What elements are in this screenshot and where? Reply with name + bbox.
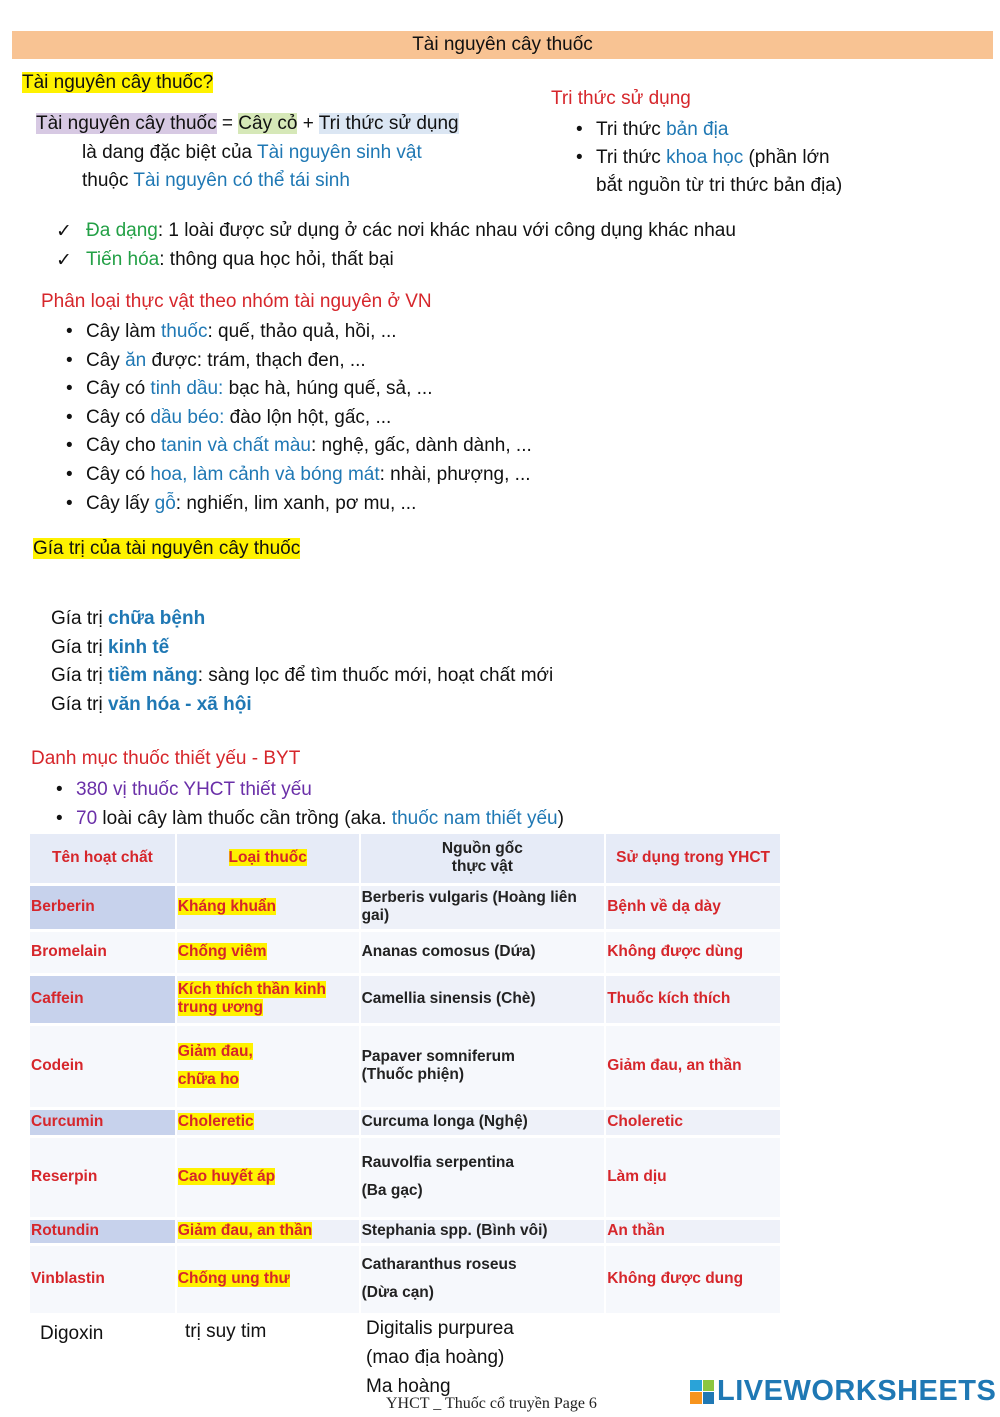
extra-row-name: Digoxin [40, 1323, 104, 1344]
essential-list [54, 776, 564, 833]
header-name: Tên hoạt chất [30, 834, 176, 884]
header-type: Loại thuốc [176, 834, 360, 884]
values-title: Gía trị của tài nguyên cây thuốc [33, 538, 301, 559]
table-row: Codein Giảm đau, chữa ho Papaver somniferum (Thuốc phiện) Giảm đau, an thần [30, 1024, 781, 1108]
eq-term: Tài nguyên cây thuốc [36, 113, 217, 134]
list-item: • Cây có dầu béo: đào lộn hột, gấc, ... [64, 404, 532, 433]
page-title: Tài nguyên cây thuốc [12, 31, 993, 59]
list-item: • Tri thức bản địa [574, 116, 842, 144]
list-item: • 70 loài cây làm thuốc cần trồng (aka. thuốc nam thiết yếu) [54, 805, 564, 834]
list-item: Gía trị kinh tế [51, 636, 170, 658]
header-source: Nguồn gốc thực vật [360, 834, 606, 884]
essential-title: Danh mục thuốc thiết yếu - BYT [31, 748, 301, 769]
section-question: Tài nguyên cây thuốc? [22, 72, 214, 93]
list-item: • Cây lấy gỗ: nghiến, lim xanh, pơ mu, ... [64, 490, 532, 519]
drug-table [30, 834, 782, 1316]
header-use: Sử dụng trong YHCT [605, 834, 781, 884]
check-item-diversity: ✓ Đa dạng: 1 loài được sử dụng ở các nơi khác nhau với công dụng khác nhau [56, 220, 736, 242]
checkmark-icon: ✓ [56, 250, 72, 271]
list-item: • Cây ăn được: trám, thạch đen, ... [64, 347, 532, 376]
list-item: Gía trị chữa bệnh [51, 608, 206, 629]
definition-line3: thuộc Tài nguyên có thể tái sinh [82, 170, 350, 191]
table-row: Caffein Kích thích thần kinh trung ương Camellia sinensis (Chè) Thuốc kích thích [30, 974, 781, 1024]
extra-row-source: Digitalis purpurea (mao địa hoàng) Ma hoàng [366, 1318, 514, 1397]
list-item: • Cây cho tanin và chất màu: nghệ, gấc, dành dành, ... [64, 432, 532, 461]
checkmark-icon: ✓ [56, 221, 72, 242]
page-footer: YHCT _ Thuốc cổ truyền Page 6 [386, 1395, 597, 1412]
list-item: • Tri thức khoa học (phần lớn bắt nguồn từ tri thức bản địa) [574, 144, 842, 200]
liveworksheets-logo[interactable]: LIVEWORKSHEETS [690, 1375, 996, 1408]
list-item: Gía trị tiềm năng: sàng lọc để tìm thuốc mới, hoạt chất mới [51, 665, 554, 687]
extra-row-type: trị suy tim [185, 1321, 267, 1342]
knowledge-list [574, 116, 842, 200]
eq-plant: Cây cỏ [238, 113, 298, 134]
table-row: Curcumin Choleretic Curcuma longa (Nghệ) Choleretic [30, 1108, 781, 1136]
table-row: Rotundin Giảm đau, an thần Stephania spp. (Bình vôi) An thần [30, 1218, 781, 1244]
classification-list [64, 318, 532, 518]
list-item: • Cây có tinh dầu: bạc hà, húng quế, sả, ... [64, 375, 532, 404]
list-item: • 380 vị thuốc YHCT thiết yếu [54, 776, 564, 805]
list-item: Gía trị văn hóa - xã hội [51, 693, 252, 715]
table-row: Berberin Kháng khuẩn Berberis vulgaris (Hoàng liên gai) Bệnh về dạ dày [30, 884, 781, 930]
table-header-row [30, 834, 781, 884]
table-row: Vinblastin Chống ung thư Catharanthus roseus (Dừa cạn) Không được dung [30, 1244, 781, 1314]
check-item-evolution: ✓ Tiến hóa: thông qua học hỏi, thất bại [56, 249, 394, 271]
classification-title: Phân loại thực vật theo nhóm tài nguyên ở VN [41, 291, 432, 312]
list-item: • Cây làm thuốc: quế, thảo quả, hồi, ... [64, 318, 532, 347]
knowledge-title: Tri thức sử dụng [551, 88, 691, 109]
values-list [51, 605, 553, 719]
definition-equation: Tài nguyên cây thuốc = Cây cỏ + Tri thức sử dụng [36, 113, 459, 134]
definition-line2: là dang đặc biệt của Tài nguyên sinh vật [82, 142, 422, 163]
table-row: Reserpin Cao huyết áp Rauvolfia serpentina (Ba gạc) Làm dịu [30, 1136, 781, 1218]
brand-icon [690, 1380, 714, 1404]
list-item: • Cây có hoa, làm cảnh và bóng mát: nhài, phượng, ... [64, 461, 532, 490]
table-row: Bromelain Chống viêm Ananas comosus (Dứa) Không được dùng [30, 930, 781, 974]
eq-knowledge: Tri thức sử dụng [318, 113, 459, 134]
